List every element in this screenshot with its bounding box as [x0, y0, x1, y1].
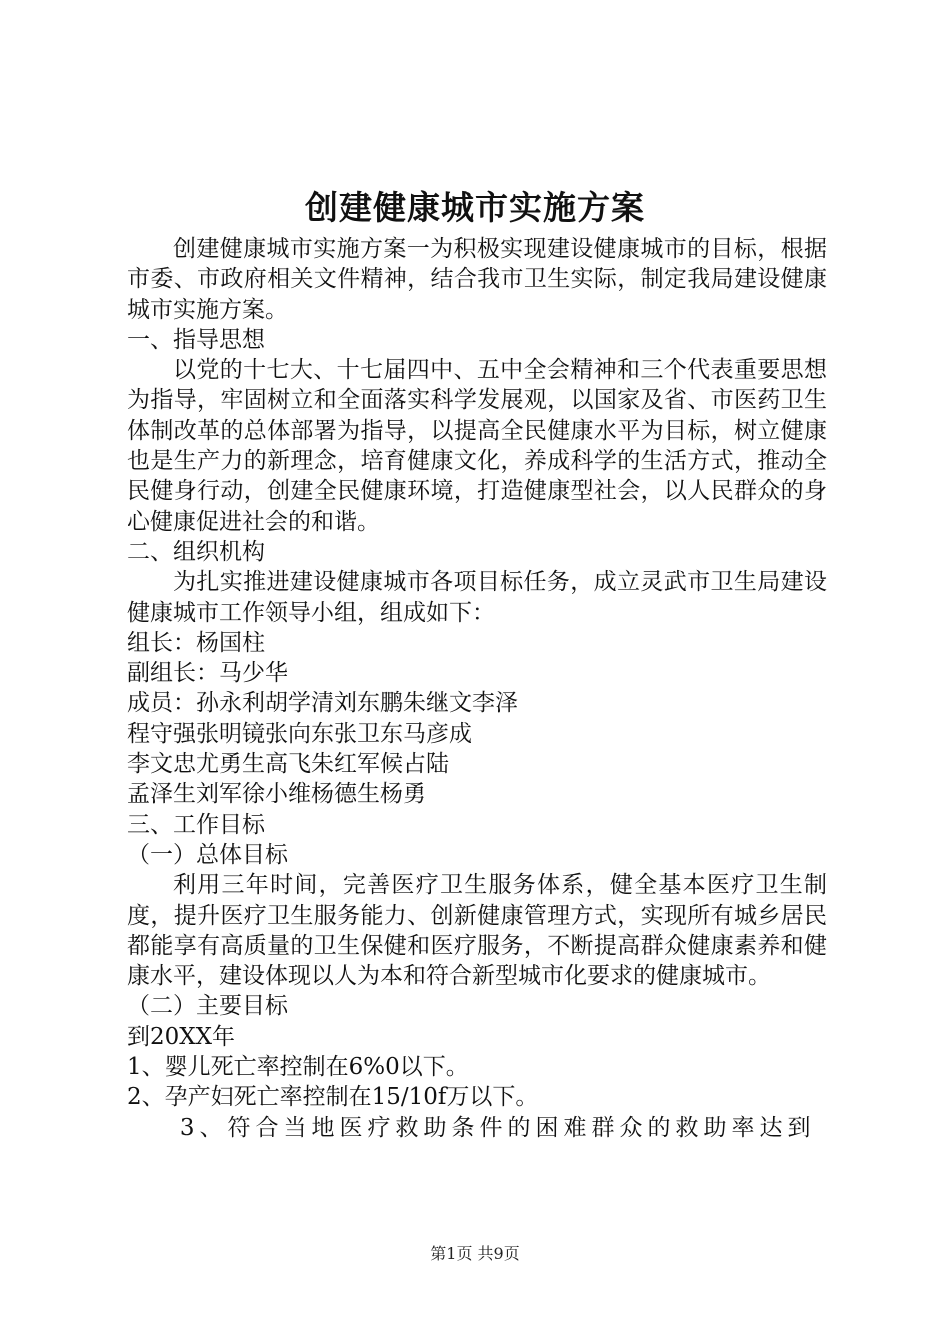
- vice-leader-line: 副组长：马少华: [127, 660, 288, 687]
- section-heading-guiding-ideology: 一、指导思想: [127, 326, 265, 353]
- members-line: 李文忠尤勇生高飞朱红军候占陆: [127, 751, 449, 778]
- subsection-heading-overall-goal: （一）总体目标: [127, 841, 288, 868]
- overall-goal-paragraph: 利用三年时间，完善医疗卫生服务体系，健全基本医疗卫生制度，提升医疗卫生服务能力、创新健康管理方式，实现所有城乡居民都能享有高质量的卫生保健和医疗服务，不断提高群众健康素养和健康水平，建设体现以人为本和符合新型城市化要求的健康城市。: [127, 872, 827, 990]
- goal-item: 1、婴儿死亡率控制在6%0以下。: [127, 1054, 469, 1081]
- organization-paragraph: 为扎实推进建设健康城市各项目标任务，成立灵武市卫生局建设健康城市工作领导小组，组成如下：: [127, 569, 827, 626]
- goal-item: 2、孕产妇死亡率控制在15/10f万以下。: [127, 1084, 539, 1111]
- page-footer: 第1页 共9页: [430, 1244, 520, 1263]
- members-line: 程守强张明镜张向东张卫东马彦成: [127, 720, 472, 747]
- goal-item: 3、符合当地医疗救助条件的困难群众的救助率达到: [179, 1114, 816, 1141]
- subsection-heading-main-goals: （二）主要目标: [127, 993, 288, 1020]
- document-body: [127, 234, 827, 1143]
- intro-paragraph: 创建健康城市实施方案一为积极实现建设健康城市的目标，根据市委、市政府相关文件精神，结合我市卫生实际，制定我局建设健康城市实施方案。: [127, 236, 827, 323]
- document-title: 创建健康城市实施方案: [305, 188, 645, 227]
- target-year-line: 到20XX年: [127, 1023, 236, 1050]
- section-heading-work-goals: 三、工作目标: [127, 811, 265, 838]
- group-leader-line: 组长：杨国柱: [127, 629, 265, 656]
- members-line: 成员：孙永利胡学清刘东鹏朱继文李泽: [127, 690, 518, 717]
- guiding-ideology-paragraph: 以党的十七大、十七届四中、五中全会精神和三个代表重要思想为指导，牢固树立和全面落实科学发展观，以国家及省、市医药卫生体制改革的总体部署为指导，以提高全民健康水平为目标，树立健康也是生产力的新理念，培育健康文化，养成科学的生活方式，推动全民健身行动，创建全民健康环境，打造健康型社会，以人民群众的身心健康促进社会的和谐。: [127, 357, 827, 535]
- section-heading-organization: 二、组织机构: [127, 538, 265, 565]
- members-line: 孟泽生刘军徐小维杨德生杨勇: [127, 781, 426, 808]
